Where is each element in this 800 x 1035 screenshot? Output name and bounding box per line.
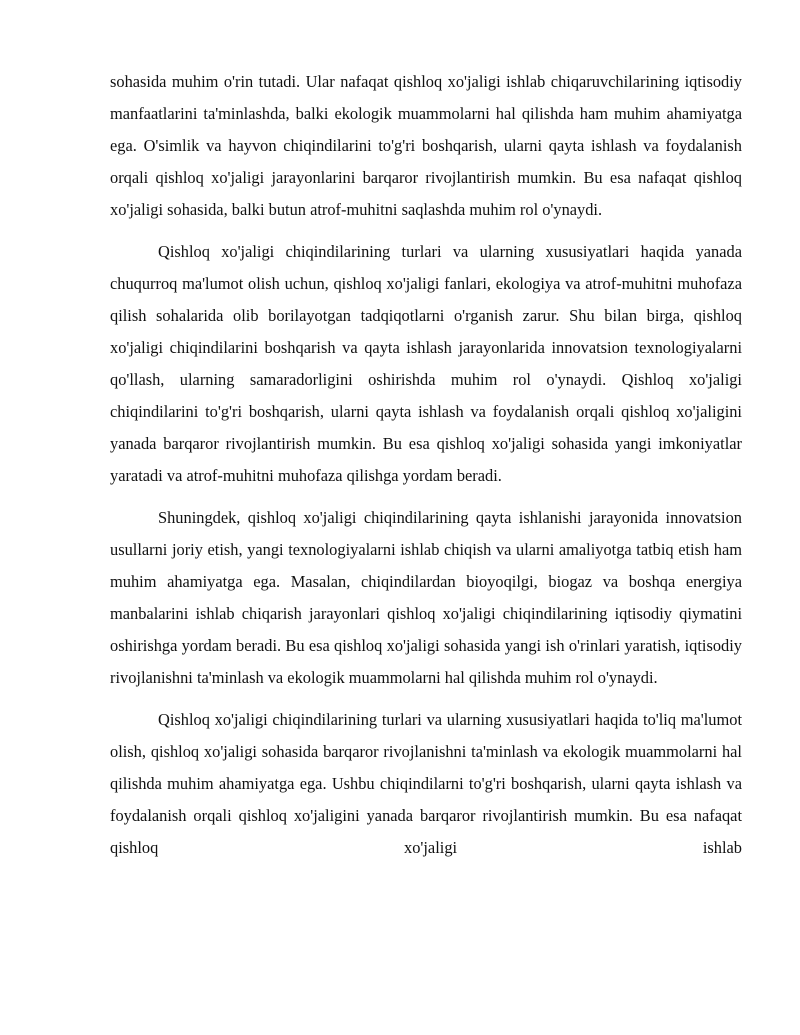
paragraph-4: Qishloq xo'jaligi chiqindilarining turlari va ularning xususiyatlari haqida to'liq ma'lumot olish, qishloq xo'jaligi sohasida barqaror rivojlanishni ta'minlash va ekologik muammolarni hal qilishda muhim ahamiyatga ega. Ushbu chiqindilarni to'g'ri boshqarish, ularni qayta ishlash va foydalanish orqali qishloq xo'jaligini yanada barqaror rivojlantirish mumkin. Bu esa nafaqat qishloq xo'jaligi ishlab bbox=[110, 710, 742, 857]
paragraph-2: Qishloq xo'jaligi chiqindilarining turlari va ularning xususiyatlari haqida yanada chuqurroq ma'lumot olish uchun, qishloq xo'jaligi fanlari, ekologiya va atrof-muhitni muhofaza qilish sohalarida olib borilayotgan tadqiqotlarni o'rganish zarur. Shu bilan birga, qishloq xo'jaligi chiqindilarini boshqarish va qayta ishlash jarayonlarida innovatsion texnologiyalarni qo'llash, ularning samaradorligini oshirishda muhim rol o'ynaydi. Qishloq xo'jaligi chiqindilarini to'g'ri boshqarish, ularni qayta ishlash va foydalanish orqali qishloq xo'jaligini yanada barqaror rivojlantirish mumkin. Bu esa qishloq xo'jaligi sohasida yangi imkoniyatlar yaratadi va atrof-muhitni muhofaza qilishga yordam beradi. bbox=[110, 242, 742, 485]
paragraph-1: sohasida muhim o'rin tutadi. Ular nafaqat qishloq xo'jaligi ishlab chiqaruvchilarining iqtisodiy manfaatlarini ta'minlashda, balki ekologik muammolarni hal qilishda ham muhim ahamiyatga ega. O'simlik va hayvon chiqindilarini to'g'ri boshqarish, ularni qayta ishlash va foydalanish orqali qishloq xo'jaligi jarayonlarini barqaror rivojlantirish mumkin. Bu esa nafaqat qishloq xo'jaligi sohasida, balki butun atrof-muhitni saqlashda muhim rol o'ynaydi. bbox=[110, 72, 742, 219]
paragraph-3: Shuningdek, qishloq xo'jaligi chiqindilarining qayta ishlanishi jarayonida innovatsion usullarni joriy etish, yangi texnologiyalarni ishlab chiqish va ularni amaliyotga tatbiq etish ham muhim ahamiyatga ega. Masalan, chiqindilardan bioyoqilgi, biogaz va boshqa energiya manbalarini ishlab chiqarish jarayonlari qishloq xo'jaligi chiqindilarining iqtisodiy qiymatini oshirishga yordam beradi. Bu esa qishloq xo'jaligi sohasida yangi ish o'rinlari yaratish, iqtisodiy rivojlanishni ta'minlash va ekologik muammolarni hal qilishda muhim rol o'ynaydi. bbox=[110, 508, 742, 687]
document-page bbox=[110, 66, 742, 874]
